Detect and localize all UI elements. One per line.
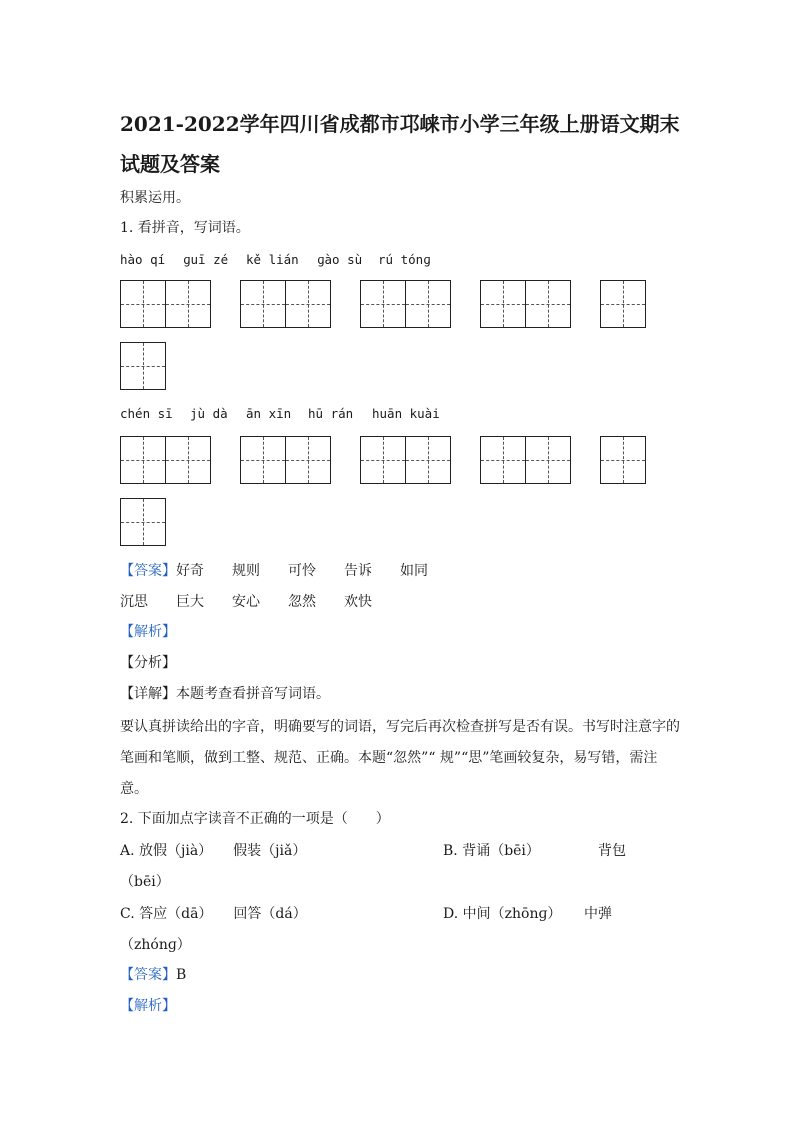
pinyin-item: ɡuī zé [183, 252, 229, 267]
writing-box[interactable] [120, 342, 166, 390]
explanation-paragraph: 要认真拼读给出的字音，明确要写的词语，写完后再次检查拼写是否有误。书写时注意字的笔画和笔顺，做到工整、规范、正确。本题“忽然”“ 规”“思”笔画较复杂，易写错，需注意。 [120, 719, 680, 797]
pinyin-item: huān kuài [372, 406, 440, 421]
detail-text: 本题考查看拼音写词语。 [176, 686, 330, 702]
analysis-label: 【解析】 [120, 624, 176, 640]
question-1: 1. 看拼音，写词语。 [120, 220, 250, 236]
writing-box[interactable] [480, 436, 571, 484]
writing-box[interactable] [360, 280, 451, 328]
pinyin-item: kě lián [246, 252, 299, 267]
fenxi-label: 【分析】 [120, 655, 176, 671]
option-d: D. 中间（zhōnɡ） [443, 906, 562, 922]
answer-word: 安心 [232, 594, 260, 610]
detail-label: 【详解】 [120, 686, 176, 702]
writing-box[interactable] [120, 436, 211, 484]
detail-line [120, 684, 330, 704]
pinyin-item: ān xīn [246, 406, 292, 421]
writing-grid-row-2 [120, 436, 680, 484]
question-2: 2. 下面加点字读音不正确的一项是（ ） [120, 811, 390, 827]
option-b: B. 背诵（bēi） [443, 843, 540, 859]
writing-box[interactable] [120, 498, 166, 546]
answer-word: 好奇 [176, 563, 204, 579]
answer-word: 可怜 [288, 563, 316, 579]
page-title: 2021-2022学年四川省成都市邛崃市小学三年级上册语文期末试题及答案 [120, 112, 680, 176]
option-c: C. 答应（dā） 回答（dá） [120, 906, 307, 922]
pinyin-item: ɡào sù [317, 252, 363, 267]
answer-label: 【答案】 [120, 563, 176, 579]
writing-box[interactable] [600, 280, 646, 328]
answer-word: 告诉 [344, 563, 372, 579]
option-a: A. 放假（jià） 假装（jiǎ） [120, 843, 307, 859]
answer-label: 【答案】 [120, 967, 176, 983]
writing-grid-row-1 [120, 280, 680, 328]
writing-box[interactable] [240, 280, 331, 328]
answer-value: B [176, 967, 187, 983]
answer-word: 如同 [400, 563, 428, 579]
answer-word: 欢快 [344, 594, 372, 610]
writing-box[interactable] [480, 280, 571, 328]
writing-box[interactable] [240, 436, 331, 484]
q2-answer [120, 965, 186, 985]
option-b-pinyin: （bēi） [120, 874, 170, 890]
pinyin-item: hū rán [308, 406, 354, 421]
pinyin-item: jù dà [190, 406, 228, 421]
pinyin-item: hào qí [120, 252, 166, 267]
pinyin-row-2 [0, 406, 794, 426]
option-b-word: 背包 [598, 843, 626, 859]
pinyin-item: rú tónɡ [378, 252, 431, 267]
answer-word: 巨大 [176, 594, 204, 610]
pinyin-row-1 [0, 252, 794, 272]
writing-grid-row-2b [120, 498, 680, 546]
answer-word: 沉思 [120, 594, 148, 610]
option-d-word: 中弹 [584, 906, 612, 922]
writing-box[interactable] [600, 436, 646, 484]
option-d-pinyin: （zhónɡ） [120, 937, 191, 953]
writing-grid-row-1b [120, 342, 680, 390]
answer-word: 规则 [232, 563, 260, 579]
section-heading: 积累运用。 [120, 190, 190, 206]
writing-box[interactable] [360, 436, 451, 484]
pinyin-item: chén sī [120, 406, 173, 421]
writing-box[interactable] [120, 280, 211, 328]
q1-answer-block [0, 560, 794, 610]
answer-word: 忽然 [288, 594, 316, 610]
q2-options [0, 840, 794, 960]
q2-analysis-label: 【解析】 [120, 998, 176, 1014]
